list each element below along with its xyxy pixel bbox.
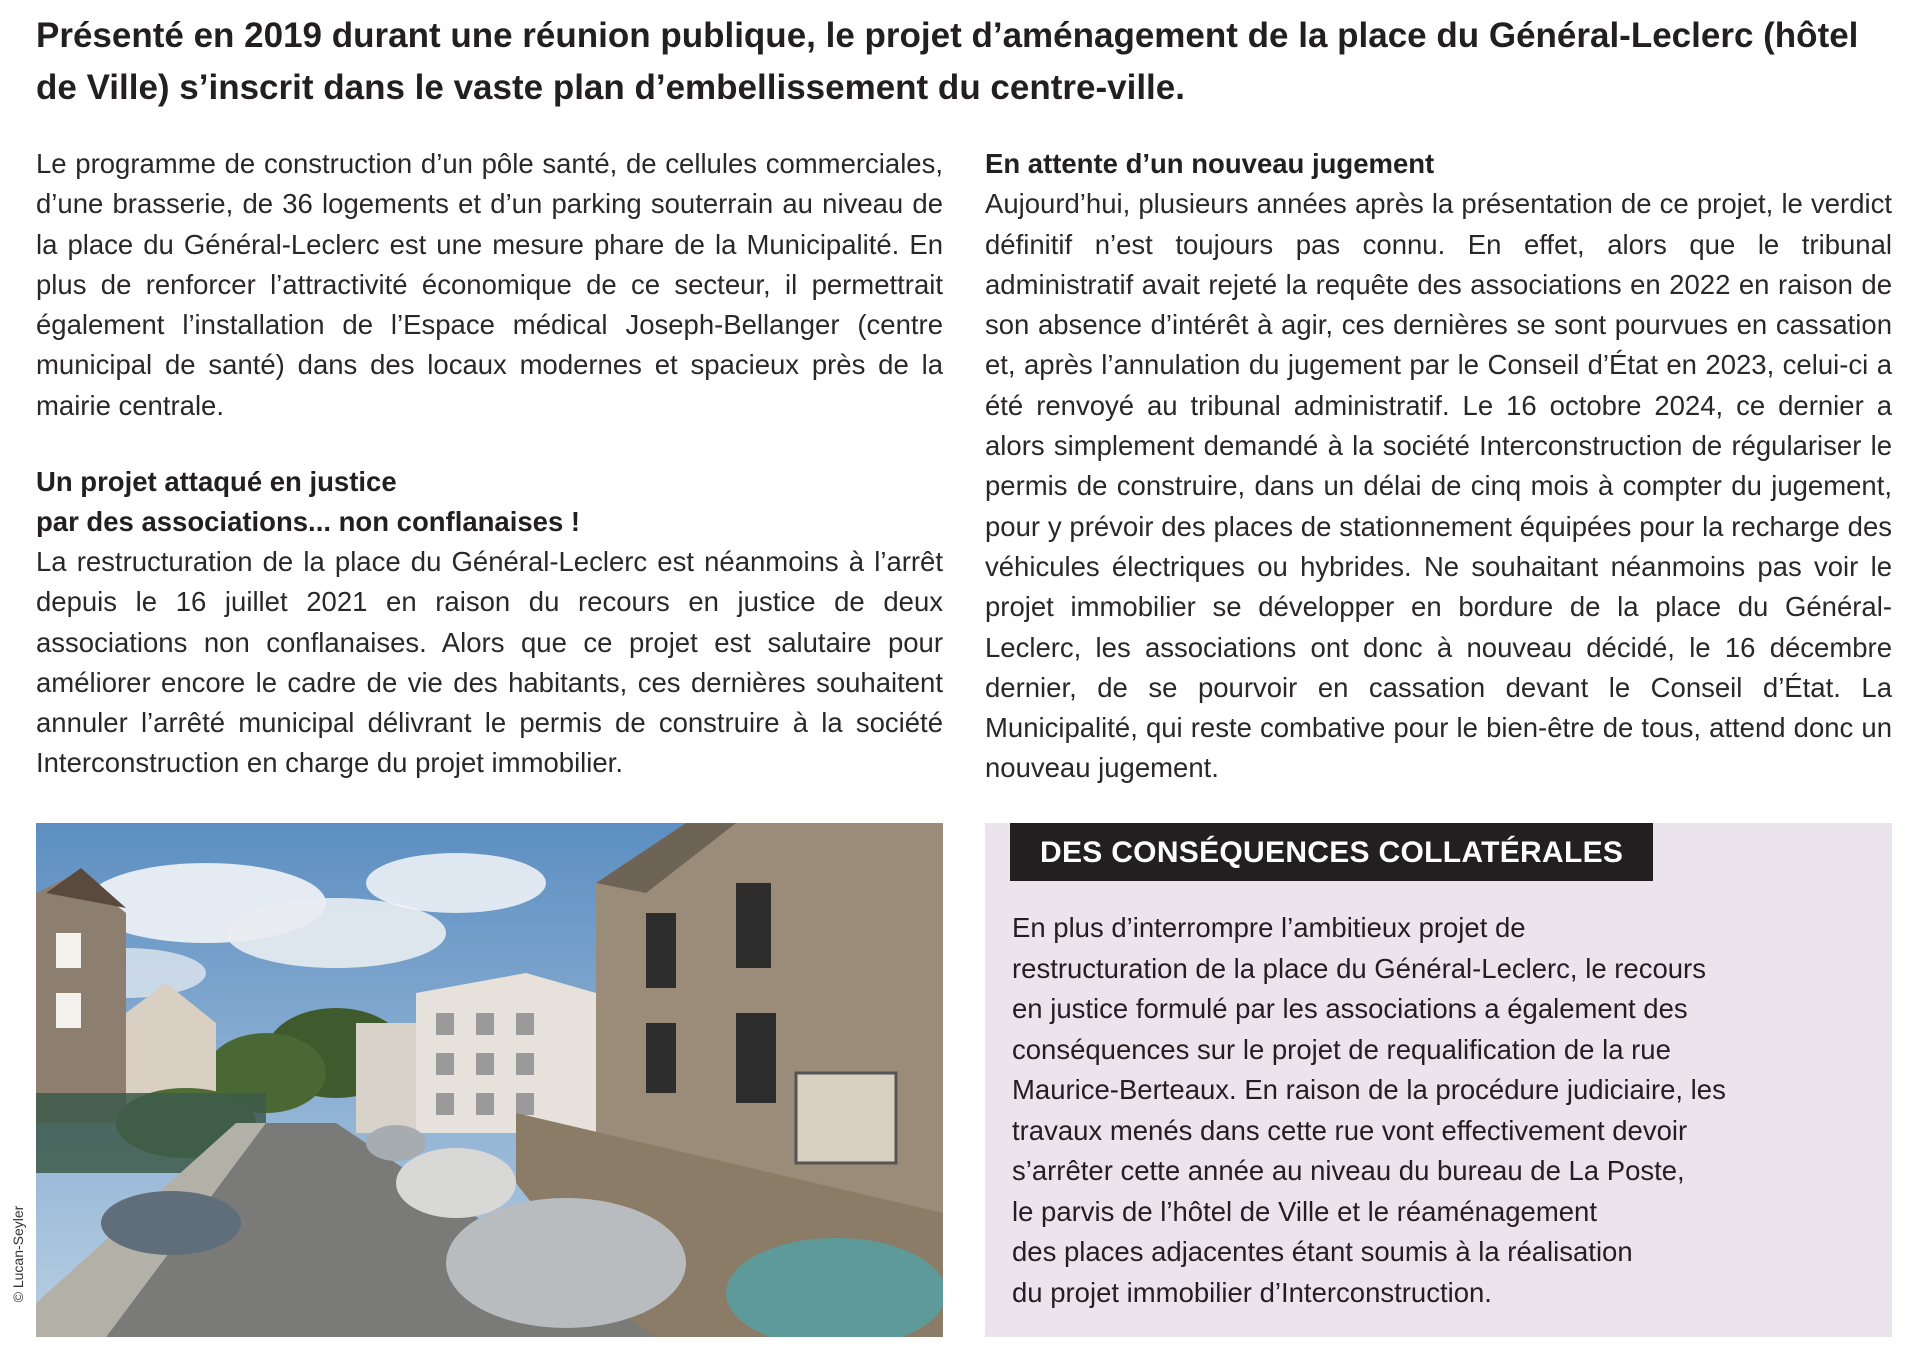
sidebar-box-line: En plus d’interrompre l’ambitieux projet de bbox=[1012, 912, 1526, 943]
photo-credit bbox=[5, 1180, 29, 1340]
left-subheading-line-1: Un projet attaqué en justice bbox=[36, 466, 397, 497]
photo-credit-text: © Lucan-Seyler bbox=[10, 1205, 26, 1303]
left-paragraph-2-wrap bbox=[36, 542, 943, 784]
sidebar-box-title: DES CONSÉQUENCES COLLATÉRALES bbox=[1010, 823, 1653, 881]
sidebar-box-line: en justice formulé par les associations a également des bbox=[1012, 993, 1688, 1024]
sidebar-box-line: restructuration de la place du Général-Leclerc, le recours bbox=[1012, 952, 1706, 984]
sidebar-box bbox=[985, 823, 1892, 1337]
left-paragraph-2: La restructuration de la place du Général-Leclerc est néanmoins à l’arrêt depuis le 16 juillet 2021 en raison du recours en justice de deux associations non conflanaises. Alors que ce projet est salutaire pour améliorer encore le cadre de vie des habitants, ces dernières souhaitent annuler l’arrêté municipal délivrant le permis de construire à la société Interconstruction en charge du projet immobilier. bbox=[36, 546, 943, 779]
left-paragraph-1: Le programme de construction d’un pôle santé, de cellules commerciales, d’une brasserie, de 36 logements et d’un parking souterrain au niveau de la place du Général-Leclerc est une mesure phare de la Municipalité. En plus de renforcer l’attractivité économique de ce secteur, il permettrait également l’installation de l’Espace médical Joseph-Bellanger (centre municipal de santé) dans des locaux modernes et spacieux près de la mairie centrale. bbox=[36, 148, 943, 421]
left-subheading-line-2: par des associations... non conflanaises ! bbox=[36, 506, 581, 538]
right-subheading: En attente d’un nouveau jugement bbox=[985, 148, 1435, 179]
sidebar-box-line: Maurice-Berteaux. En raison de la procédure judiciaire, les bbox=[1012, 1074, 1726, 1105]
sidebar-box-text bbox=[1012, 908, 1872, 1313]
sidebar-box-line: des places adjacentes étant soumis à la réalisation bbox=[1012, 1236, 1633, 1267]
article-lead: Présenté en 2019 durant une réunion publique, le projet d’aménagement de la place du Général-Leclerc (hôtel de Ville) s’inscrit dans le vaste plan d’embellissement du centre-ville. bbox=[36, 16, 1859, 107]
right-column bbox=[985, 144, 1892, 789]
right-paragraph: Aujourd’hui, plusieurs années après la présentation de ce projet, le verdict définitif n’est toujours pas connu. En effet, alors que le tribunal administratif avait rejeté la requête des associations en 2022 en raison de son absence d’intérêt à agir, ces dernières se sont pourvues en cassation et, après l’annulation du jugement par le Conseil d’État en 2023, celui-ci a été renvoyé au tribunal administratif. Le 16 octobre 2024, ce dernier a alors simplement demandé à la société Interconstruction de régulariser le permis de construire, dans un délai de cinq mois à compter du jugement, pour y prévoir des places de stationnement équipées pour la recharge des véhicules électriques ou hybrides. Ne souhaitant néanmoins pas voir le projet immobilier se développer en bordure de la place du Général-Leclerc, les associations ont donc à nouveau décidé, le 16 décembre dernier, de se pourvoir en cassation devant le Conseil d’État. La Municipalité, qui reste combative pour le bien-être de tous, attend donc un nouveau jugement. bbox=[985, 188, 1892, 784]
sidebar-box-line: le parvis de l’hôtel de Ville et le réaménagement bbox=[1012, 1195, 1597, 1227]
sidebar-box-line: du projet immobilier d’Interconstruction. bbox=[1012, 1276, 1492, 1308]
street-scene-illustration bbox=[36, 823, 943, 1337]
sidebar-box-line: s’arrêter cette année au niveau du bureau de La Poste, bbox=[1012, 1155, 1685, 1186]
left-subheading bbox=[36, 462, 943, 543]
left-column bbox=[36, 144, 943, 426]
sidebar-box-line: travaux menés dans cette rue vont effectivement devoir bbox=[1012, 1114, 1688, 1146]
sidebar-box-line: conséquences sur le projet de requalification de la rue bbox=[1012, 1033, 1671, 1065]
street-photo bbox=[36, 823, 943, 1337]
